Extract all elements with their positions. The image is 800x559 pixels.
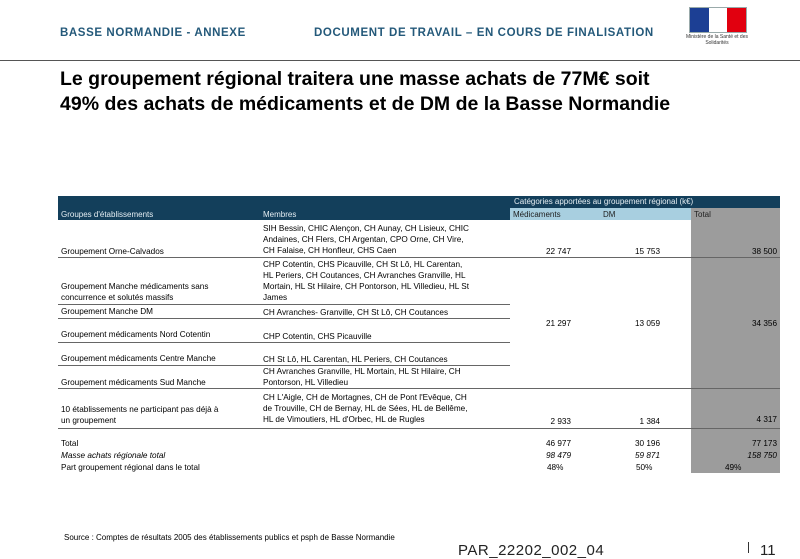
share-total: 49% (725, 463, 742, 472)
table-cell-total: 34 356 (751, 319, 777, 328)
table-cell-total: 38 500 (751, 247, 777, 256)
header-total: Total (694, 210, 711, 219)
table-cell-med: 2 933 (550, 417, 571, 426)
table-cell-dm: 15 753 (634, 247, 660, 256)
header-dm: DM (603, 210, 616, 219)
table-cell-med: 22 747 (545, 247, 571, 256)
header-divider (0, 60, 800, 61)
totals-label: Total (61, 439, 79, 448)
table-cell-med: 21 297 (545, 319, 571, 328)
row-divider (58, 318, 510, 319)
table-row-group: Groupement Orne-Calvados (61, 247, 164, 256)
header-groups: Groupes d'établissements (61, 210, 154, 219)
totals-total: 77 173 (751, 439, 777, 448)
table-cell-dm: 1 384 (639, 417, 660, 426)
table-row-members: SIH Bessin, CHIC Alençon, CH Aunay, CH Lisieux, CHIC Andaines, CH Flers, CH Argentan, CPO Orne, CH Vire, CH Falaise, CH Honfleur, CHS Caen (263, 224, 469, 255)
source-note: Source : Comptes de résultats 2005 des établissements publics et psph de Basse Normandie (64, 533, 395, 542)
share-med: 48% (547, 463, 564, 472)
row-divider (58, 388, 780, 389)
table-row-group: Groupement Manche DM (61, 307, 153, 316)
table-row-group: Groupement médicaments Nord Cotentin (61, 330, 211, 339)
french-flag-icon (689, 7, 747, 33)
header-members: Membres (263, 210, 297, 219)
logo-caption: Ministère de la Santé et des Solidarités (686, 34, 748, 46)
table-row-members: CHP Cotentin, CHS Picauville, CH St Lô, HL Carentan, HL Periers, CH Coutances, CH Avranches Granville, HL Mortain, HL St Hilaire, CH Pontorson, HL Villedieu, HL St James (263, 260, 469, 302)
table-row-group: Groupement médicaments Centre Manche (61, 354, 216, 363)
table-cell-total: 4 317 (756, 415, 777, 424)
table-row-group: Groupement Manche médicaments sans concurrence et solutés massifs (61, 282, 209, 302)
regional-mass-med: 98 479 (545, 451, 571, 460)
header-medicaments: Médicaments (513, 210, 561, 219)
table-row-members: CH St Lô, HL Carentan, HL Periers, CH Coutances (263, 355, 448, 364)
header-categories: Catégories apportées au groupement régional (k€) (514, 197, 694, 206)
row-divider (58, 257, 780, 258)
title-line-2: 49% des achats de médicaments et de DM de la Basse Normandie (60, 93, 671, 115)
title-line-1: Le groupement régional traitera une masse achats de 77M€ soit (60, 68, 650, 90)
row-divider (58, 304, 510, 305)
ministry-logo (686, 6, 746, 58)
table-row-members: CH Avranches- Granville, CH St Lô, CH Coutances (263, 308, 449, 317)
totals-med: 46 977 (545, 439, 571, 448)
table-row-group: Groupement médicaments Sud Manche (61, 378, 206, 387)
page-title (60, 67, 780, 117)
table-row-group: 10 établissements ne participant pas déjà à un groupement (61, 405, 219, 425)
header-status-label: DOCUMENT DE TRAVAIL – EN COURS DE FINALISATION (314, 27, 654, 39)
row-divider (58, 342, 510, 343)
page-number: 11 (760, 542, 776, 559)
regional-mass-total: 158 750 (747, 451, 777, 460)
totals-dm: 30 196 (634, 439, 660, 448)
share-dm: 50% (636, 463, 653, 472)
share-label: Part groupement régional dans le total (61, 463, 200, 472)
table-cell-dm: 13 059 (634, 319, 660, 328)
document-code: PAR_22202_002_04 (458, 542, 605, 559)
header-left-label: BASSE NORMANDIE - ANNEXE (60, 27, 246, 39)
table-row-members: CH Avranches Granville, HL Mortain, HL St Hilaire, CH Pontorson, HL Villedieu (263, 367, 461, 387)
regional-mass-dm: 59 871 (634, 451, 660, 460)
footer-divider (748, 542, 749, 553)
regional-mass-label: Masse achats régionale total (61, 451, 166, 460)
table-row-members: CH L'Aigle, CH de Mortagnes, CH de Pont l'Evêque, CH de Trouville, CH de Bernay, HL de Sées, HL de Bellême, HL de Vimoutiers, HL d'Orbec, HL de Rugles (263, 393, 468, 424)
table-row-members: CHP Cotentin, CHS Picauville (263, 332, 372, 341)
row-divider (58, 428, 780, 429)
